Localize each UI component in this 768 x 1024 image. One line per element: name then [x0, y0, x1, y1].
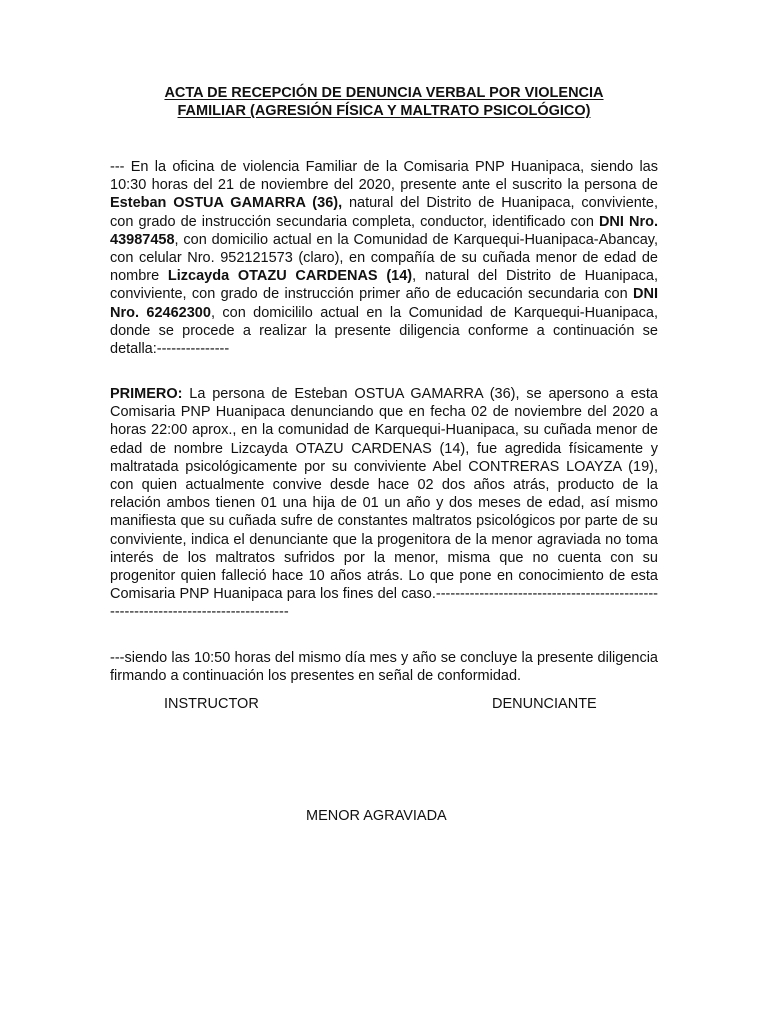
- signature-denunciante: DENUNCIANTE: [492, 696, 597, 712]
- complainant-name: Esteban OSTUA GAMARRA (36),: [110, 195, 343, 212]
- signature-menor-agraviada: MENOR AGRAVIADA: [306, 808, 447, 824]
- minor-name: Lizcayda OTAZU CARDENAS (14): [167, 268, 413, 285]
- closing-text: ---siendo las 10:50 horas del mismo día mes y año se concluye la presente diligencia firmando a continuación los presentes en señal de conformidad.: [110, 650, 658, 685]
- intro-text-4: , natural del Distrito de Huanipaca, conviviente, con grado de instrucción primer año de educación secundaria con: [110, 268, 658, 303]
- closing-paragraph: [110, 649, 658, 685]
- intro-text-2: natural del Distrito de Huanipaca, conviviente, con grado de instrucción secundaria completa, conductor, identificado con: [110, 195, 658, 230]
- title-line-1: ACTA DE RECEPCIÓN DE DENUNCIA VERBAL POR VIOLENCIA: [164, 85, 604, 101]
- intro-paragraph: [110, 158, 658, 358]
- primero-label: PRIMERO:: [110, 386, 183, 402]
- document-title: [110, 84, 658, 120]
- title-line-2: FAMILIAR (AGRESIÓN FÍSICA Y MALTRATO PSICOLÓGICO): [177, 103, 591, 119]
- complainant-dni: DNI Nro. 43987458: [110, 213, 658, 248]
- primero-text: La persona de Esteban OSTUA GAMARRA (36), se apersono a esta Comisaria PNP Huanipaca denunciando que en fecha 02 de noviembre del 2020 a horas 22:00 aprox., en la comunidad de Karquequi-Huanipaca, su cuñada menor de edad de nombre Lizcayda OTAZU CARDENAS (14), fue agredida físicamente y maltratada psicológicamente por su conviviente Abel CONTRERAS LOAYZA (19), con quien actualmente convive desde hace 02 dos años atrás, producto de la relación ambos tienen 01 una hija de 01 un año y dos meses de edad, así mismo manifiesta que su cuñada sufre de constantes maltratos psicológicos por parte de su conviviente, indica el denunciante que la progenitora de la menor agraviada no toma interés de los maltratos sufridos por la menor, misma que no cuenta con su progenitor quien falleció hace 10 años atrás. Lo que pone en conocimiento de esta Comisaria PNP Huanipaca para los fines del caso.-----------------------------------------------------------------------------------: [110, 386, 658, 621]
- intro-text-3: , con domicilio actual en la Comunidad de Karquequi-Huanipaca-Abancay, con celular Nro. 952121573 (claro), en compañía de su cuñada menor de edad de nombre: [110, 231, 658, 285]
- intro-text-1: --- En la oficina de violencia Familiar de la Comisaria PNP Huanipaca, siendo las 10:30 horas del 21 de noviembre del 2020, presente ante el suscrito la persona de: [110, 159, 658, 194]
- signature-instructor: INSTRUCTOR: [164, 696, 259, 712]
- intro-text-5: , con domicililo actual en la Comunidad de Karquequi-Huanipaca, donde se procede a realizar la presente diligencia conforme a continuación se detalla:---------------: [110, 304, 658, 358]
- minor-dni: DNI Nro. 62462300: [110, 286, 658, 321]
- primero-paragraph: [110, 385, 658, 622]
